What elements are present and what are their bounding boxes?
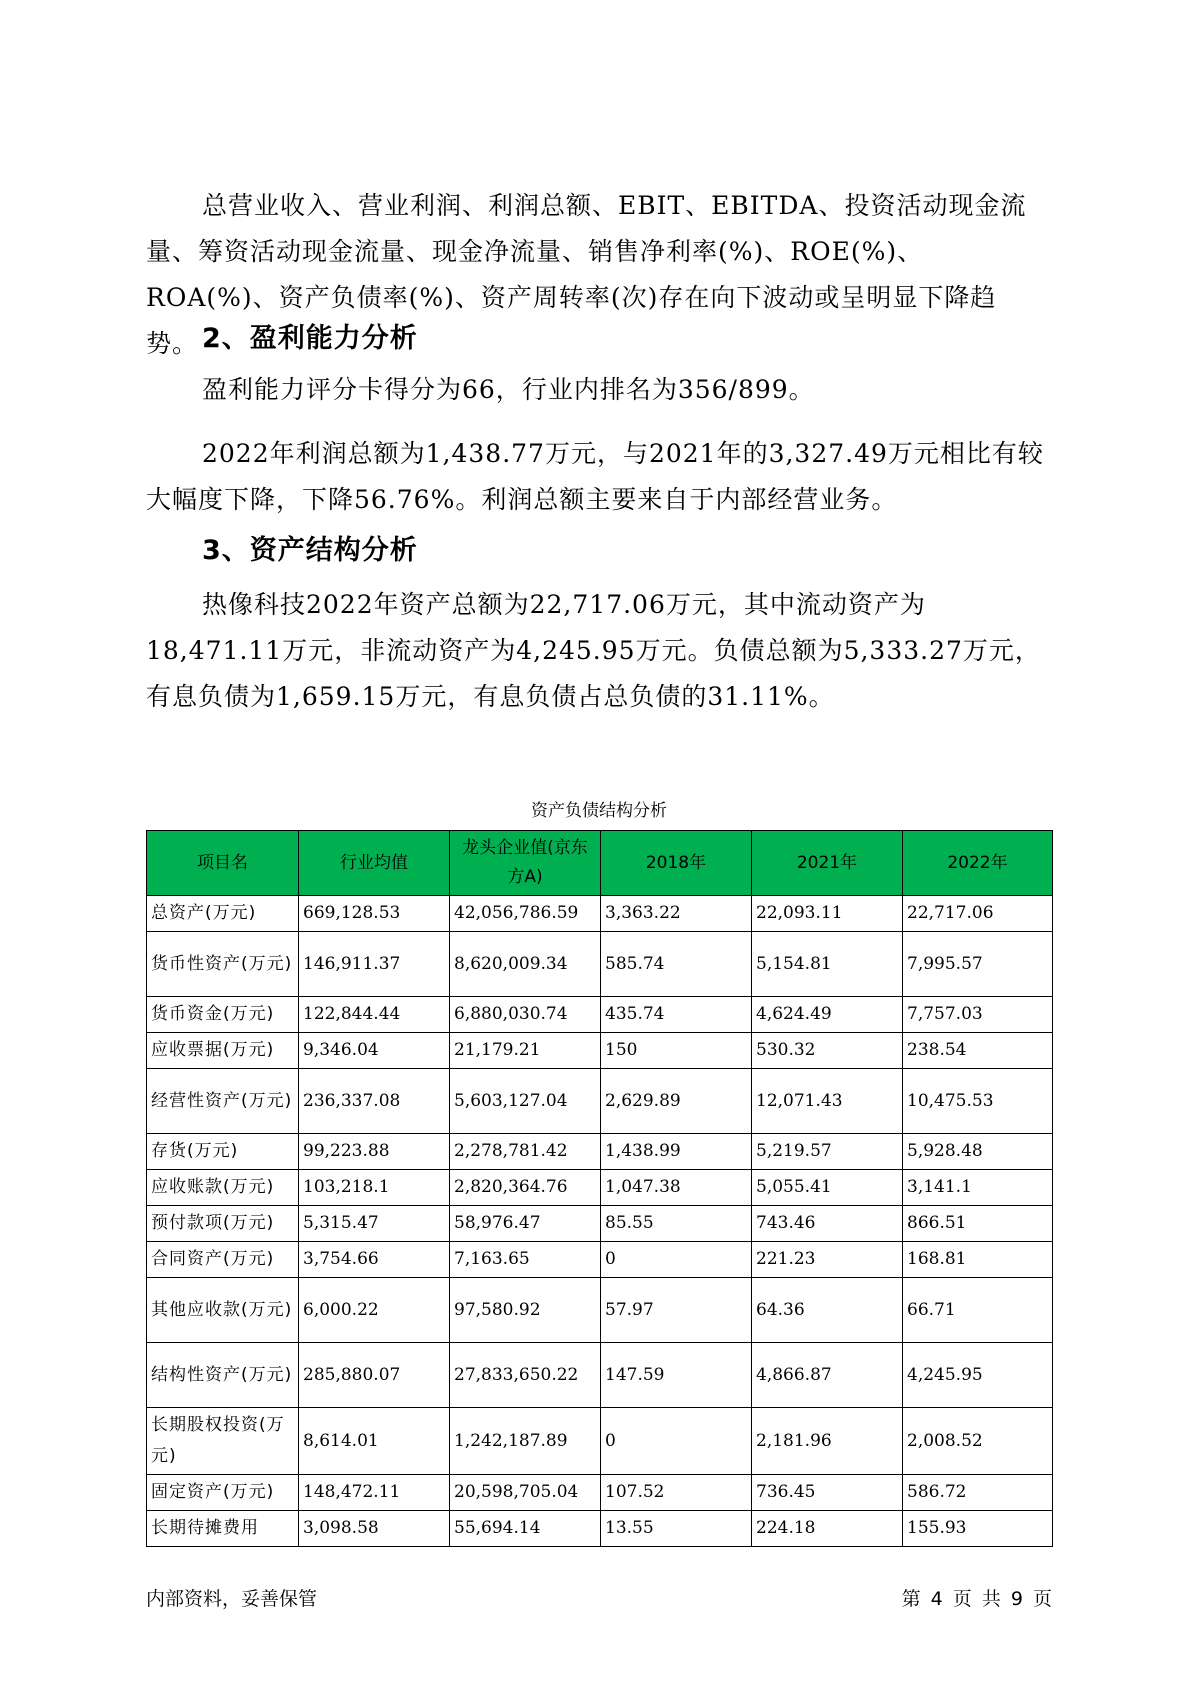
table-cell: 866.51 <box>903 1206 1053 1242</box>
table-cell: 27,833,650.22 <box>450 1343 601 1408</box>
table-cell: 8,614.01 <box>299 1408 450 1475</box>
table-cell: 42,056,786.59 <box>450 896 601 932</box>
table-cell: 238.54 <box>903 1033 1053 1069</box>
table-cell: 150 <box>601 1033 752 1069</box>
table-row <box>147 1408 1053 1475</box>
table-cell: 总资产(万元) <box>147 896 299 932</box>
table-cell: 6,000.22 <box>299 1278 450 1343</box>
table-cell: 103,218.1 <box>299 1170 450 1206</box>
footer-page-number: 第 4 页 共 9 页 <box>901 1588 1052 1610</box>
table-cell: 2,181.96 <box>752 1408 903 1475</box>
column-header: 龙头企业值(京东方A) <box>450 831 601 896</box>
table-cell: 669,128.53 <box>299 896 450 932</box>
table-cell: 存货(万元) <box>147 1134 299 1170</box>
table-cell: 合同资产(万元) <box>147 1242 299 1278</box>
table-cell: 3,098.58 <box>299 1511 450 1547</box>
table-cell: 3,754.66 <box>299 1242 450 1278</box>
paragraph-trend-summary: 总营业收入、营业利润、利润总额、EBIT、EBITDA、投资活动现金流量、筹资活动现金流量、现金净流量、销售净利率(%)、ROE(%)、ROA(%)、资产负债率(%)、资产周转率(次)存在向下波动或呈明显下降趋势。 <box>146 191 1027 358</box>
table-cell: 85.55 <box>601 1206 752 1242</box>
table-cell: 146,911.37 <box>299 932 450 997</box>
table-cell: 221.23 <box>752 1242 903 1278</box>
table-cell: 1,242,187.89 <box>450 1408 601 1475</box>
table-cell: 3,141.1 <box>903 1170 1053 1206</box>
table-cell: 其他应收款(万元) <box>147 1278 299 1343</box>
paragraph-total-profit: 2022年利润总额为1,438.77万元，与2021年的3,327.49万元相比有较大幅度下降，下降56.76%。利润总额主要来自于内部经营业务。 <box>146 439 1044 514</box>
table-cell: 经营性资产(万元) <box>147 1069 299 1134</box>
table-cell: 99,223.88 <box>299 1134 450 1170</box>
table-cell: 7,163.65 <box>450 1242 601 1278</box>
table-cell: 66.71 <box>903 1278 1053 1343</box>
table-cell: 58,976.47 <box>450 1206 601 1242</box>
balance-structure-table <box>146 830 1053 1547</box>
table-cell: 22,093.11 <box>752 896 903 932</box>
table-cell: 57.97 <box>601 1278 752 1343</box>
table-cell: 货币性资产(万元) <box>147 932 299 997</box>
table-cell: 285,880.07 <box>299 1343 450 1408</box>
heading-profitability: 2、盈利能力分析 <box>202 323 418 354</box>
table-cell: 7,995.57 <box>903 932 1053 997</box>
table-cell: 4,866.87 <box>752 1343 903 1408</box>
table-cell: 2,629.89 <box>601 1069 752 1134</box>
table-row <box>147 1033 1053 1069</box>
heading-asset-structure: 3、资产结构分析 <box>202 535 418 566</box>
table-cell: 2,008.52 <box>903 1408 1053 1475</box>
table-cell: 预付款项(万元) <box>147 1206 299 1242</box>
table-caption: 资产负债结构分析 <box>531 801 667 821</box>
table-cell: 107.52 <box>601 1475 752 1511</box>
table-cell: 货币资金(万元) <box>147 997 299 1033</box>
table-cell: 3,363.22 <box>601 896 752 932</box>
table-row <box>147 1278 1053 1343</box>
table-cell: 12,071.43 <box>752 1069 903 1134</box>
paragraph-asset-structure: 热像科技2022年资产总额为22,717.06万元，其中流动资产为18,471.11万元，非流动资产为4,245.95万元。负债总额为5,333.27万元，有息负债为1,659.15万元，有息负债占总负债的31.11%。 <box>146 590 1041 711</box>
table-row <box>147 932 1053 997</box>
table-cell: 0 <box>601 1408 752 1475</box>
table-cell: 20,598,705.04 <box>450 1475 601 1511</box>
table-cell: 64.36 <box>752 1278 903 1343</box>
table-cell: 应收账款(万元) <box>147 1170 299 1206</box>
table-row <box>147 1206 1053 1242</box>
table-cell: 435.74 <box>601 997 752 1033</box>
table-row <box>147 1170 1053 1206</box>
table-cell: 5,315.47 <box>299 1206 450 1242</box>
table-cell: 10,475.53 <box>903 1069 1053 1134</box>
table-cell: 21,179.21 <box>450 1033 601 1069</box>
table-cell: 236,337.08 <box>299 1069 450 1134</box>
table-cell: 5,219.57 <box>752 1134 903 1170</box>
table-cell: 55,694.14 <box>450 1511 601 1547</box>
table-header-row <box>147 831 1053 896</box>
table-cell: 5,603,127.04 <box>450 1069 601 1134</box>
table-row <box>147 1242 1053 1278</box>
column-header: 2018年 <box>601 831 752 896</box>
table-cell: 13.55 <box>601 1511 752 1547</box>
table-row <box>147 1343 1053 1408</box>
footer-confidential-note: 内部资料，妥善保管 <box>146 1588 318 1610</box>
table-row <box>147 1134 1053 1170</box>
table-cell: 97,580.92 <box>450 1278 601 1343</box>
table-cell: 9,346.04 <box>299 1033 450 1069</box>
table-cell: 长期股权投资(万元) <box>147 1408 299 1475</box>
table-row <box>147 1475 1053 1511</box>
table-cell: 1,438.99 <box>601 1134 752 1170</box>
table-cell: 4,245.95 <box>903 1343 1053 1408</box>
table-cell: 0 <box>601 1242 752 1278</box>
table-cell: 168.81 <box>903 1242 1053 1278</box>
table-cell: 743.46 <box>752 1206 903 1242</box>
table-cell: 22,717.06 <box>903 896 1053 932</box>
table-cell: 6,880,030.74 <box>450 997 601 1033</box>
column-header: 行业均值 <box>299 831 450 896</box>
table-cell: 5,928.48 <box>903 1134 1053 1170</box>
column-header: 项目名 <box>147 831 299 896</box>
column-header: 2022年 <box>903 831 1053 896</box>
table-cell: 2,278,781.42 <box>450 1134 601 1170</box>
table-cell: 5,055.41 <box>752 1170 903 1206</box>
table-cell: 固定资产(万元) <box>147 1475 299 1511</box>
table-cell: 长期待摊费用 <box>147 1511 299 1547</box>
table-cell: 2,820,364.76 <box>450 1170 601 1206</box>
table-cell: 148,472.11 <box>299 1475 450 1511</box>
table-cell: 147.59 <box>601 1343 752 1408</box>
table-cell: 586.72 <box>903 1475 1053 1511</box>
table-cell: 736.45 <box>752 1475 903 1511</box>
table-cell: 1,047.38 <box>601 1170 752 1206</box>
table-cell: 8,620,009.34 <box>450 932 601 997</box>
table-row <box>147 896 1053 932</box>
table-cell: 224.18 <box>752 1511 903 1547</box>
column-header: 2021年 <box>752 831 903 896</box>
table-cell: 结构性资产(万元) <box>147 1343 299 1408</box>
table-cell: 530.32 <box>752 1033 903 1069</box>
table-row <box>147 1069 1053 1134</box>
paragraph-profitability-score: 盈利能力评分卡得分为66，行业内排名为356/899。 <box>202 375 815 404</box>
table-cell: 122,844.44 <box>299 997 450 1033</box>
table-cell: 5,154.81 <box>752 932 903 997</box>
table-row <box>147 997 1053 1033</box>
table-cell: 585.74 <box>601 932 752 997</box>
table-cell: 7,757.03 <box>903 997 1053 1033</box>
table-cell: 应收票据(万元) <box>147 1033 299 1069</box>
table-row <box>147 1511 1053 1547</box>
table-cell: 155.93 <box>903 1511 1053 1547</box>
table-cell: 4,624.49 <box>752 997 903 1033</box>
